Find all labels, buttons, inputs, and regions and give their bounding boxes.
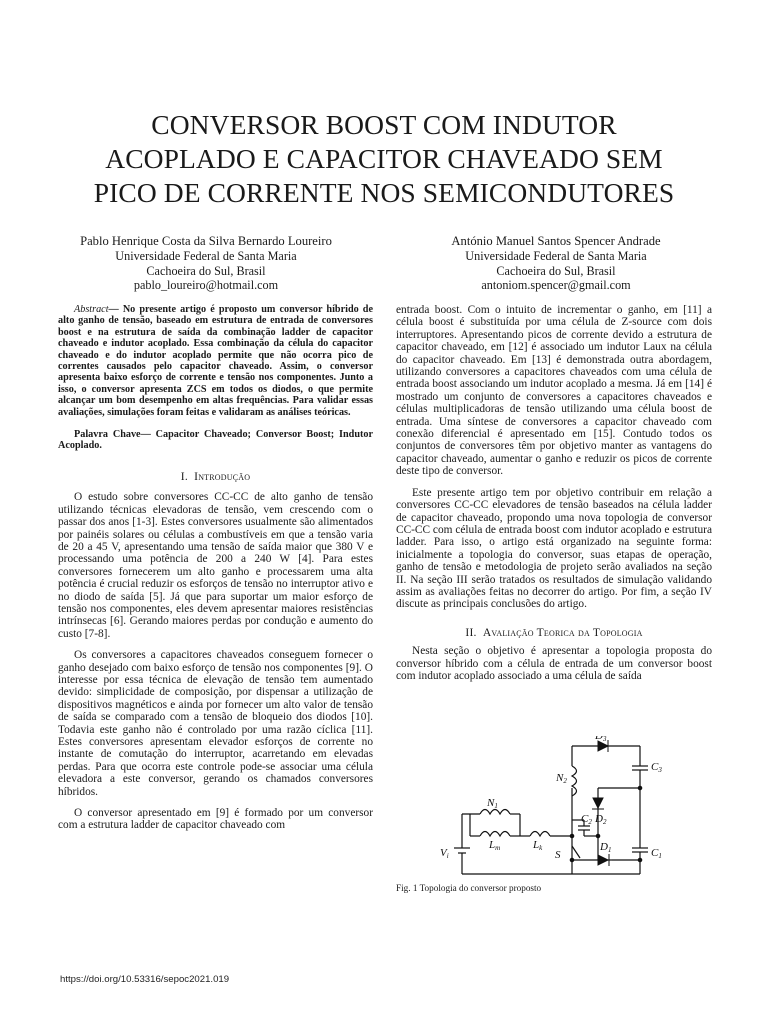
title-line: PICO DE CORRENTE NOS SEMICONDUTORES [93, 177, 675, 208]
paragraph: Os conversores a capacitores chaveados conseguem fornecer o ganho desejado com baixo esforço de tensão nos componentes [9]. O interesse por essa técnica de elevação de tensão tem aumentado devido: simplicidade de composição, por dispensar a utilização de dispositivos magnéticos e ainda por fornecer um alto valor de tensão de saída se comparado com a tensão de bloqueio dos diodos [10]. Todavia este ganho não é controlado por uma razão cíclica [11]. Estes conversores apresentam elevador esforços de corrente no instante de comutação do interruptor, acarretando em elevadas perdas. Para que ocorra este controle pode-se associar uma célula elevadora a este conversor, gerando os chamados conversores híbridos. [58, 649, 373, 798]
label-lk: L [533, 839, 540, 851]
label-n1-sub: 1 [494, 802, 498, 810]
svg-text:D1 [599, 841, 611, 854]
paper-title [40, 108, 728, 210]
label-c3-sub: 3 [658, 766, 662, 774]
svg-text:Vi [440, 847, 449, 860]
svg-text:D3 [594, 736, 607, 743]
label-c1: C [651, 847, 659, 859]
circuit-diagram [432, 736, 682, 880]
keywords-text: — Capacitor Chaveado; Conversor Boost; Indutor Acoplado. [58, 429, 374, 452]
label-d1: D [600, 841, 608, 853]
inductor-n2 [572, 766, 577, 796]
node-dot [570, 834, 574, 838]
label-s: S [555, 849, 561, 861]
svg-text:C2 [581, 813, 592, 826]
label-lm-sub: m [495, 844, 501, 852]
paragraph: Nesta seção o objetivo é apresentar a topologia proposta do conversor híbrido com a célula de entrada de um conversor boost com indutor acoplado associado a uma célula de saída [396, 645, 712, 682]
node-dot [638, 858, 642, 862]
svg-text:N1 [486, 797, 498, 810]
label-d1-sub: 1 [607, 846, 612, 854]
title-line: ACOPLADO E CAPACITOR CHAVEADO SEM [105, 143, 663, 174]
author-block-1 [46, 234, 366, 293]
figure-caption: Fig. 1 Topologia do conversor proposto [396, 883, 542, 893]
switch-s [572, 846, 580, 858]
inductor-n1 [480, 810, 510, 815]
label-c2: C [581, 813, 589, 825]
inductor-lk [530, 832, 550, 837]
author-email[interactable]: antoniom.spencer@gmail.com [481, 278, 631, 293]
label-c3: C [651, 761, 659, 773]
keywords-lead: Palavra Chave [74, 429, 141, 441]
svg-text:C3 [651, 761, 662, 774]
label-d2: D [595, 813, 603, 825]
author-location: Cachoeira do Sul, Brasil [496, 263, 616, 278]
svg-text:D2 [594, 813, 607, 826]
paragraph: O estudo sobre conversores CC-CC de alto ganho de tensão utilizando técnicas elevadoras de tensão, vem crescendo com o passar dos anos [1-3]. Estes conversores usualmente são alimentados por painéis solares ou células a combustíveis em que a tensão varia de 20 a 45 V, apresentando uma tensão de saída maior que 380 V e processando uma potência de 200 a 240 W [4]. Para estes conversores fornecerem um alto ganho e processarem uma alta potência é crucial reduzir os esforços de tensão no interruptor ativo e no diodo de saída [5]. Já que para suportar um maior esforço de tensão nos componentes, eles devem apresentar maiores resistências intrínsecas [6]. Gerando maiores perdas por condução e aumento do custo [7-8]. [58, 491, 373, 640]
svg-text:Lk [532, 839, 543, 852]
label-n1: N [487, 797, 495, 809]
label-d3: D [595, 736, 603, 742]
label-vi: V [440, 847, 447, 859]
label-vi-sub: i [446, 852, 449, 860]
doi-link[interactable]: https://doi.org/10.53316/sepoc2021.019 [60, 974, 230, 985]
left-column [58, 304, 373, 832]
section-heading-topology [396, 627, 712, 639]
paragraph: entrada boost. Com o intuito de incrementar o ganho, em [11] a célula boost é substituída por uma célula de Z-source com dois interruptores. Apresentando picos de corrente devido a estrutura de capacitor chaveado, em [12] é associado um indutor Laux na célula do capacitor chaveado. Em [13] é demonstrada outra abordagem, utilizando conversores a capacitores chaveados com uma célula de entrada boost associando um indutor acoplado a mesma. Já em [14] é mostrado um conjunto de conversores a capacitores chaveados e células multiplicadoras de tensão utilizando uma célula boost de entrada. Uma síntese de conversores a capacitor chaveado com conexão diferencial é apresentado em [15]. Contudo todos os conjuntos de conversores têm por objetivo manter as vantagens do capacitor chaveado, aumentar o ganho e reduzir os picos de corrente deste tipo de conversor. [396, 304, 712, 478]
label-n2-sub: 2 [563, 777, 567, 785]
abstract [58, 304, 373, 418]
paragraph: Este presente artigo tem por objetivo contribuir em relação a conversores CC-CC elevadores de tensão baseados na célula ladder de capacitor chaveado, propondo uma nova topologia de conversor CC-CC com célula de entrada boost com indutor acoplado e estrutura ladder. Para isso, o artigo está organizado na seguinte forma: inicialmente a topologia do conversor, suas etapas de operação, ganho de tensão e metodologia de projeto serão avaliados na seção II. Na seção III serão tratados os resultados de simulação validando assim as avaliações feitas no decorrer do artigo. Por fim, a seção IV discute as principais conclusões do artigo. [396, 486, 712, 611]
section-number: I. [180, 469, 188, 483]
inductor-lm [480, 832, 510, 837]
node-dot [638, 786, 642, 790]
section-title: Avaliação Teorica da Topologia [482, 625, 643, 639]
author-email[interactable]: pablo_loureiro@hotmail.com [133, 278, 279, 293]
author-location: Cachoeira do Sul, Brasil [146, 263, 266, 278]
author-name: António Manuel Santos Spencer Andrade [451, 234, 661, 248]
svg-text:Lm [488, 839, 500, 852]
keywords [58, 429, 373, 452]
paragraph: O conversor apresentado em [9] é formado por um conversor com a estrutura ladder de capacitor chaveado com [58, 807, 373, 832]
label-n2: N [556, 772, 564, 784]
diode-d1 [598, 855, 608, 865]
node-dot [570, 858, 574, 862]
label-c2-sub: 2 [588, 818, 592, 826]
label-d2-sub: 2 [602, 818, 607, 826]
label-c1-sub: 1 [658, 852, 662, 860]
abstract-text: — No presente artigo é proposto um conversor híbrido de alto ganho de tensão, baseado em estrutura de entrada de conversores boost e na estrutura de saída da combinação ladder de capacitor chaveado e indutor acoplado. Essa combinação da célula do capacitor chaveado e do indutor acoplado permite que não ocorra pico de correntes causados pelo capacitor chaveado. Assim, o conversor apresenta baixo esforço de corrente e tensão nos componentes. Junto a isso, o conversor apresenta ZCS em todos os diodos, o que permite alcançar um bom desempenho em altas frequências. Para validar essas avaliações, simulações foram feitas e validaram as análises teóricas. [58, 304, 373, 418]
diode-d2 [593, 798, 603, 808]
circuit-figure [432, 736, 682, 880]
right-column [396, 304, 712, 682]
section-heading-introduction [58, 471, 373, 483]
node-dot [596, 834, 600, 838]
svg-text:C1 [651, 847, 662, 860]
svg-text:N2 [555, 772, 567, 785]
label-lm: L [489, 839, 496, 851]
section-title: Introdução [194, 469, 251, 483]
author-name: Pablo Henrique Costa da Silva Bernardo Loureiro [80, 234, 332, 248]
section-number: II. [465, 625, 477, 639]
author-block-2 [396, 234, 716, 293]
label-lk-sub: k [539, 844, 543, 852]
label-d3-sub: 3 [602, 736, 607, 743]
author-affiliation: Universidade Federal de Santa Maria [115, 249, 297, 264]
title-line: CONVERSOR BOOST COM INDUTOR [151, 109, 617, 140]
author-affiliation: Universidade Federal de Santa Maria [465, 249, 647, 264]
abstract-lead: Abstract [74, 304, 109, 315]
